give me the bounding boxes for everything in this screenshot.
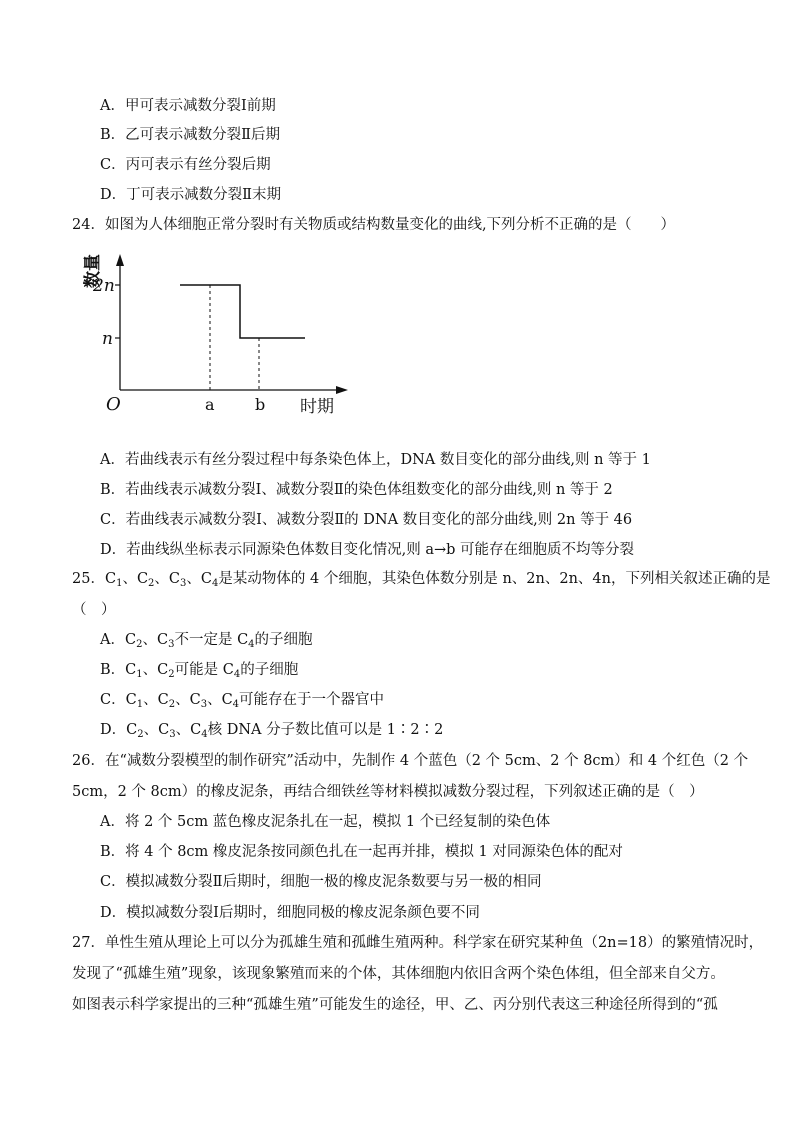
x-axis-label: 时期 [300, 397, 334, 417]
q27-line3: 如图表示科学家提出的三种“孤雄生殖”可能发生的途径，甲、乙、丙分别代表这三种途径所得到的“孤 [72, 997, 718, 1013]
q23-option-b: B．乙可表示减数分裂Ⅱ后期 [100, 127, 281, 143]
q27-line1: 27．单性生殖从理论上可以分为孤雄生殖和孤雌生殖两种。科学家在研究某种鱼（2n=18）的繁殖情况时， [72, 935, 764, 951]
q24-option-b: B．若曲线表示减数分裂Ⅰ、减数分裂Ⅱ的染色体组数变化的部分曲线,则 n 等于 2 [100, 482, 613, 498]
q24-stem: 24．如图为人体细胞正常分裂时有关物质或结构数量变化的曲线,下列分析不正确的是（ ） [72, 217, 676, 233]
y-axis-label: 数量 [83, 254, 103, 288]
q26-option-d: D．模拟减数分裂Ⅰ后期时，细胞同极的橡皮泥条颜色要不同 [100, 905, 480, 921]
x-mark-a: a [205, 395, 215, 414]
q25-option-a: A．$C_2$、$C_3$不一定是 $C_4$的子细胞 [100, 632, 313, 650]
origin-label: O [106, 394, 121, 415]
step-curve [180, 285, 305, 338]
q26-stem-line1: 26．在“减数分裂模型的制作研究”活动中，先制作 4 个蓝色（2 个 5cm、2 个 8cm）和 4 个红色（2 个 [72, 753, 749, 769]
q24-option-a: A．若曲线表示有丝分裂过程中每条染色体上，DNA 数目变化的部分曲线,则 n 等于 1 [100, 452, 651, 468]
y-tick-n: n [102, 329, 113, 349]
x-mark-b: b [255, 395, 266, 414]
q23-option-c: C．丙可表示有丝分裂后期 [100, 157, 271, 173]
q26-option-c: C．模拟减数分裂Ⅱ后期时，细胞一极的橡皮泥条数要与另一极的相同 [100, 874, 542, 890]
q25-stem-line2: （ ） [72, 602, 116, 618]
q25-option-c: C．$C_1$、$C_2$、$C_3$、$C_4$可能存在于一个器官中 [100, 692, 385, 710]
q23-option-a: A．甲可表示减数分裂Ⅰ前期 [100, 98, 276, 114]
q24-option-d: D．若曲线纵坐标表示同源染色体数目变化情况,则 a→b 可能存在细胞质不均等分裂 [100, 542, 635, 558]
q25-option-b: B．$C_1$、$C_2$可能是 $C_4$的子细胞 [100, 662, 299, 680]
q26-stem-line2: 5cm，2 个 8cm）的橡皮泥条，再结合细铁丝等材料模拟减数分裂过程，下列叙述正确的是（ ） [72, 784, 704, 800]
q25-option-d: D．$C_2$、$C_3$、$C_4$核 DNA 分子数比值可以是 1∶2∶2 [100, 722, 444, 740]
y-tick-2n: 2n [93, 276, 115, 296]
q24-graph [60, 240, 360, 420]
x-axis-arrow [336, 386, 348, 394]
q26-option-a: A．将 2 个 5cm 蓝色橡皮泥条扎在一起，模拟 1 个已经复制的染色体 [100, 814, 551, 830]
q27-line2: 发现了“孤雄生殖”现象，该现象繁殖而来的个体，其体细胞内依旧含两个染色体组，但全部来自父方。 [72, 966, 725, 982]
q26-option-b: B．将 4 个 8cm 橡皮泥条按同颜色扎在一起再并排，模拟 1 对同源染色体的配对 [100, 844, 623, 860]
y-axis-arrow [116, 254, 124, 266]
q23-option-d: D．丁可表示减数分裂Ⅱ末期 [100, 187, 281, 203]
q25-stem-line1: 25．$C_1$、$C_2$、$C_3$、$C_4$是某动物体的 4 个细胞，其染色体数分别是 n、2n、2n、4n，下列相关叙述正确的是 [72, 571, 771, 589]
q24-option-c: C．若曲线表示减数分裂Ⅰ、减数分裂Ⅱ的 DNA 数目变化的部分曲线,则 2n 等于 46 [100, 512, 633, 528]
